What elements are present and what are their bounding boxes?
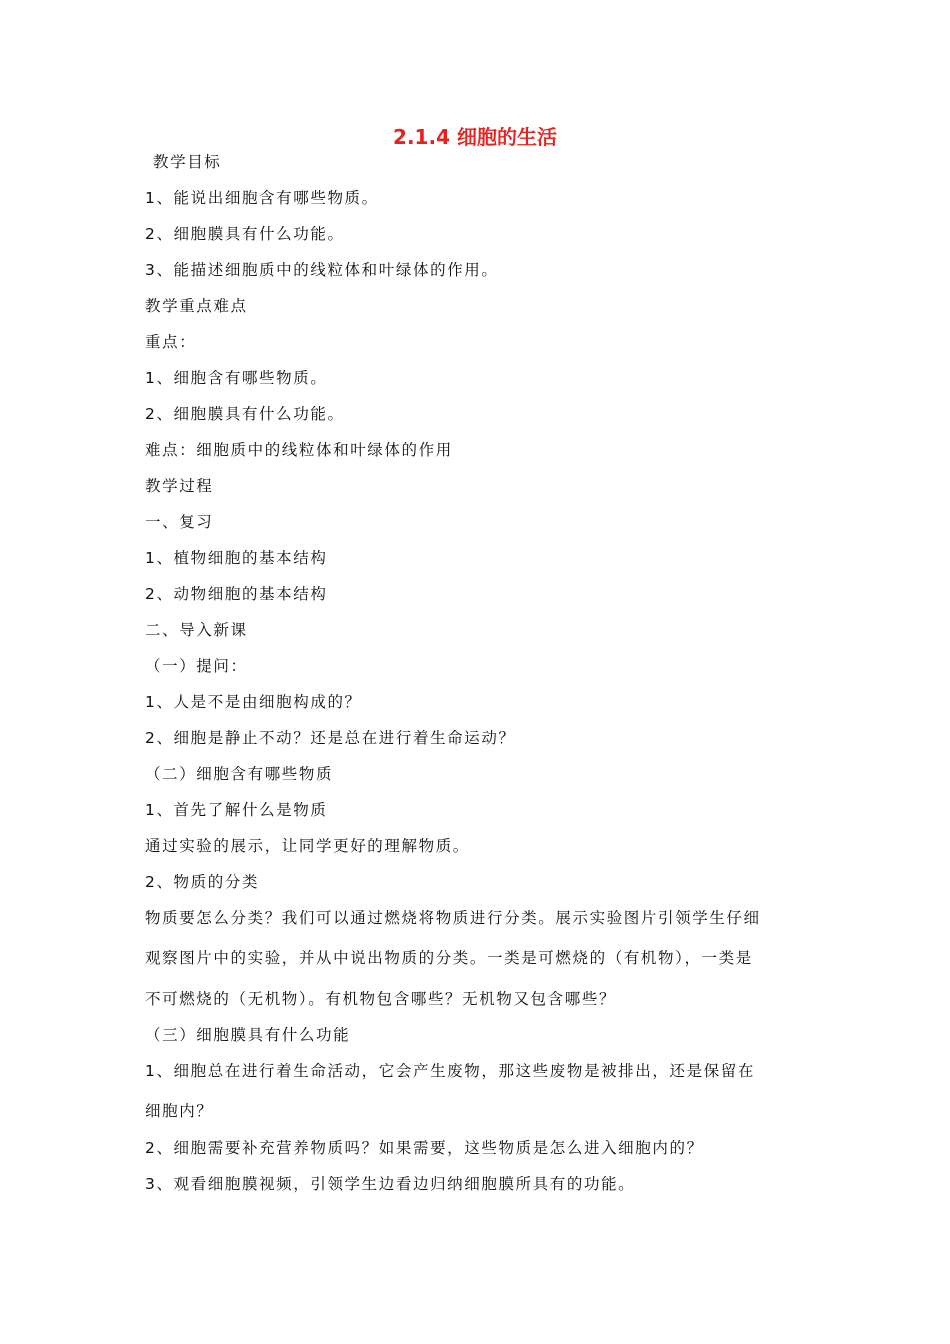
subsection-substances: （二）细胞含有哪些物质 (145, 765, 334, 783)
classification-paragraph-line-3: 不可燃烧的（无机物）。有机物包含哪些？无机物又包含哪些？ (145, 990, 617, 1008)
question-item-2: 2、细胞是静止不动？还是总在进行着生命运动？ (145, 729, 516, 747)
document-title: 2.1.4 细胞的生活 (393, 125, 557, 149)
review-item-1: 1、植物细胞的基本结构 (145, 549, 328, 567)
section-new-lesson: 二、导入新课 (145, 621, 248, 639)
membrane-item-1-line-1: 1、细胞总在进行着生命活动，它会产生废物，那这些废物是被排出，还是保留在 (145, 1062, 755, 1080)
question-item-1: 1、人是不是由细胞构成的？ (145, 693, 362, 711)
review-item-2: 2、动物细胞的基本结构 (145, 585, 328, 603)
classification-paragraph-line-2: 观察图片中的实验，并从中说出物质的分类。一类是可燃烧的（有机物），一类是 (145, 949, 753, 967)
substances-paragraph: 通过实验的展示，让同学更好的理解物质。 (145, 837, 470, 855)
membrane-item-1-line-2: 细胞内？ (145, 1102, 214, 1120)
key-points-label: 重点： (145, 333, 197, 351)
substances-item-2: 2、物质的分类 (145, 873, 260, 891)
membrane-item-2: 2、细胞需要补充营养物质吗？如果需要，这些物质是怎么进入细胞内的？ (145, 1139, 704, 1157)
subsection-membrane: （三）细胞膜具有什么功能 (145, 1026, 351, 1044)
section-review: 一、复习 (145, 513, 214, 531)
goal-item-2: 2、细胞膜具有什么功能。 (145, 225, 345, 243)
heading-teaching-goals: 教学目标 (153, 153, 222, 171)
key-point-item-1: 1、细胞含有哪些物质。 (145, 369, 328, 387)
classification-paragraph-line-1: 物质要怎么分类？我们可以通过燃烧将物质进行分类。展示实验图片引领学生仔细 (145, 909, 761, 927)
goal-item-1: 1、能说出细胞含有哪些物质。 (145, 189, 379, 207)
subsection-questions: （一）提问： (145, 657, 248, 675)
heading-teaching-process: 教学过程 (145, 477, 214, 495)
key-point-item-2: 2、细胞膜具有什么功能。 (145, 405, 345, 423)
heading-key-points: 教学重点难点 (145, 297, 248, 315)
goal-item-3: 3、能描述细胞质中的线粒体和叶绿体的作用。 (145, 261, 499, 279)
membrane-item-3: 3、观看细胞膜视频，引领学生边看边归纳细胞膜所具有的功能。 (145, 1175, 636, 1193)
substances-item-1: 1、首先了解什么是物质 (145, 801, 328, 819)
difficulty-line: 难点：细胞质中的线粒体和叶绿体的作用 (145, 441, 453, 459)
